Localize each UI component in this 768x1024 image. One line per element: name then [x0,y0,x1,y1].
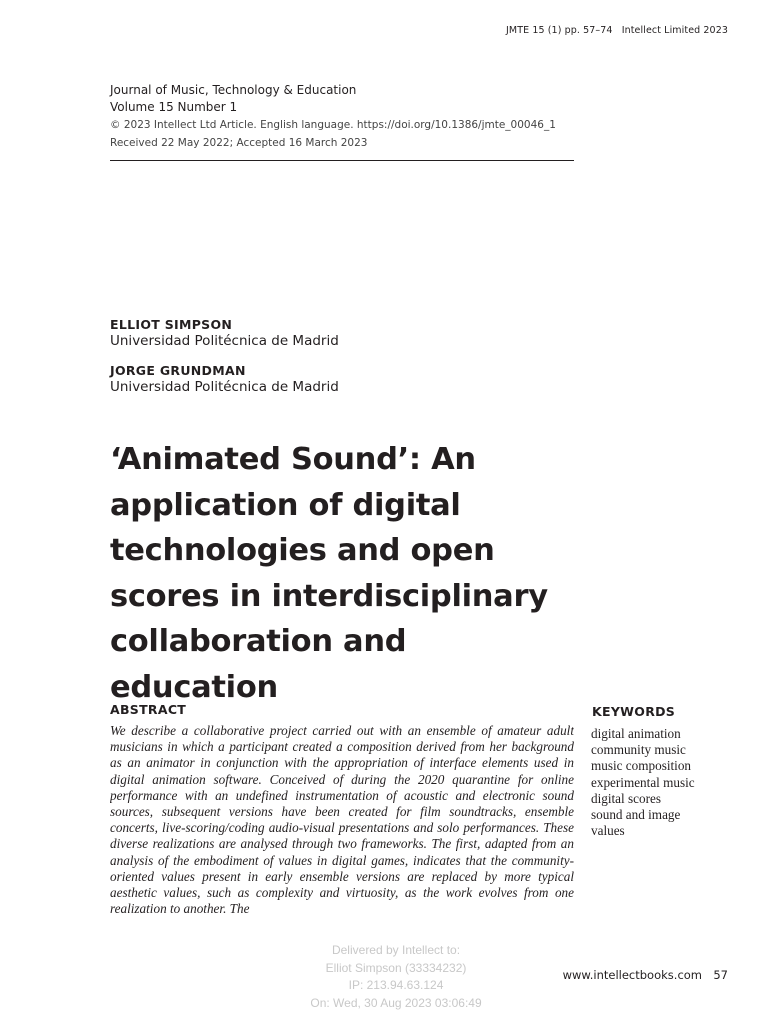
watermark-line: Elliot Simpson (33334232) [325,960,467,975]
journal-copyright: © 2023 Intellect Ltd Article. English language. https://doi.org/10.1386/jmte_00046_1 [110,119,556,131]
footer-website: www.intellectbooks.com [562,968,702,982]
author-affiliation: Universidad Politécnica de Madrid [110,333,339,349]
title-line: technologies and open [110,533,495,568]
page-number: 57 [713,968,728,982]
abstract-heading: ABSTRACT [110,702,187,717]
title-line: application of digital [110,487,461,523]
watermark-line: Delivered by Intellect to: [331,943,461,957]
author-name: JORGE GRUNDMAN [110,363,246,378]
journal-name: Journal of Music, Technology & Education [110,83,357,97]
title-line: collaboration and education [110,624,407,705]
keyword-item: values [591,823,625,839]
article-title [110,437,580,710]
keyword-item: community music [591,742,686,758]
author-affiliation: Universidad Politécnica de Madrid [110,379,339,395]
keyword-item: music composition [591,758,692,774]
keyword-item: digital animation [591,726,681,741]
watermark-line: IP: 213.94.63.124 [348,978,444,992]
journal-info [110,82,574,152]
keywords-heading: KEYWORDS [592,704,676,719]
delivery-watermark [284,942,508,1012]
author-entry [110,362,339,396]
journal-dates: Received 22 May 2022; Accepted 16 March 2023 [110,137,368,149]
watermark-line: On: Wed, 30 Aug 2023 03:06:49 [310,995,482,1010]
running-head [500,25,728,36]
abstract-body: We describe a collaborative project carried out with an ensemble of amateur adult musicians in which a participant created a composition derived from her background as an animator in conjunction with the appropriation of interface elements used in digital animation software. Conceived of during the 2020 quarantine for online performance with an undefined instrumentation of acoustic and electronic sound sources, subsequent versions have been created for film soundtracks, ensemble concerts, live-scoring/coding audio-visual presentations and solo performances. These diverse realizations are analysed through two frameworks. The first, adapted from an analysis of the embodiment of values in digital games, indicates that the community-oriented values present in early ensemble versions are replaced by more typical aesthetic values, such as complexity and virtuosity, as the work evolves from one realization to another. The [110,723,574,917]
journal-volume: Volume 15 Number 1 [110,100,238,114]
keywords-list [591,726,751,839]
keyword-item: sound and image [591,807,681,823]
keyword-item: experimental music [591,774,695,790]
running-head-publisher: Intellect Limited 2023 [621,25,728,36]
title-line: ‘Animated Sound’: An [110,442,476,477]
author-list [110,316,339,408]
header-rule [110,160,574,161]
running-head-citation: JMTE 15 (1) pp. 57–74 [506,25,613,36]
author-name: ELLIOT SIMPSON [110,317,233,332]
author-entry [110,316,339,350]
title-line: scores in interdisciplinary [110,578,548,614]
keyword-item: digital scores [591,790,661,806]
